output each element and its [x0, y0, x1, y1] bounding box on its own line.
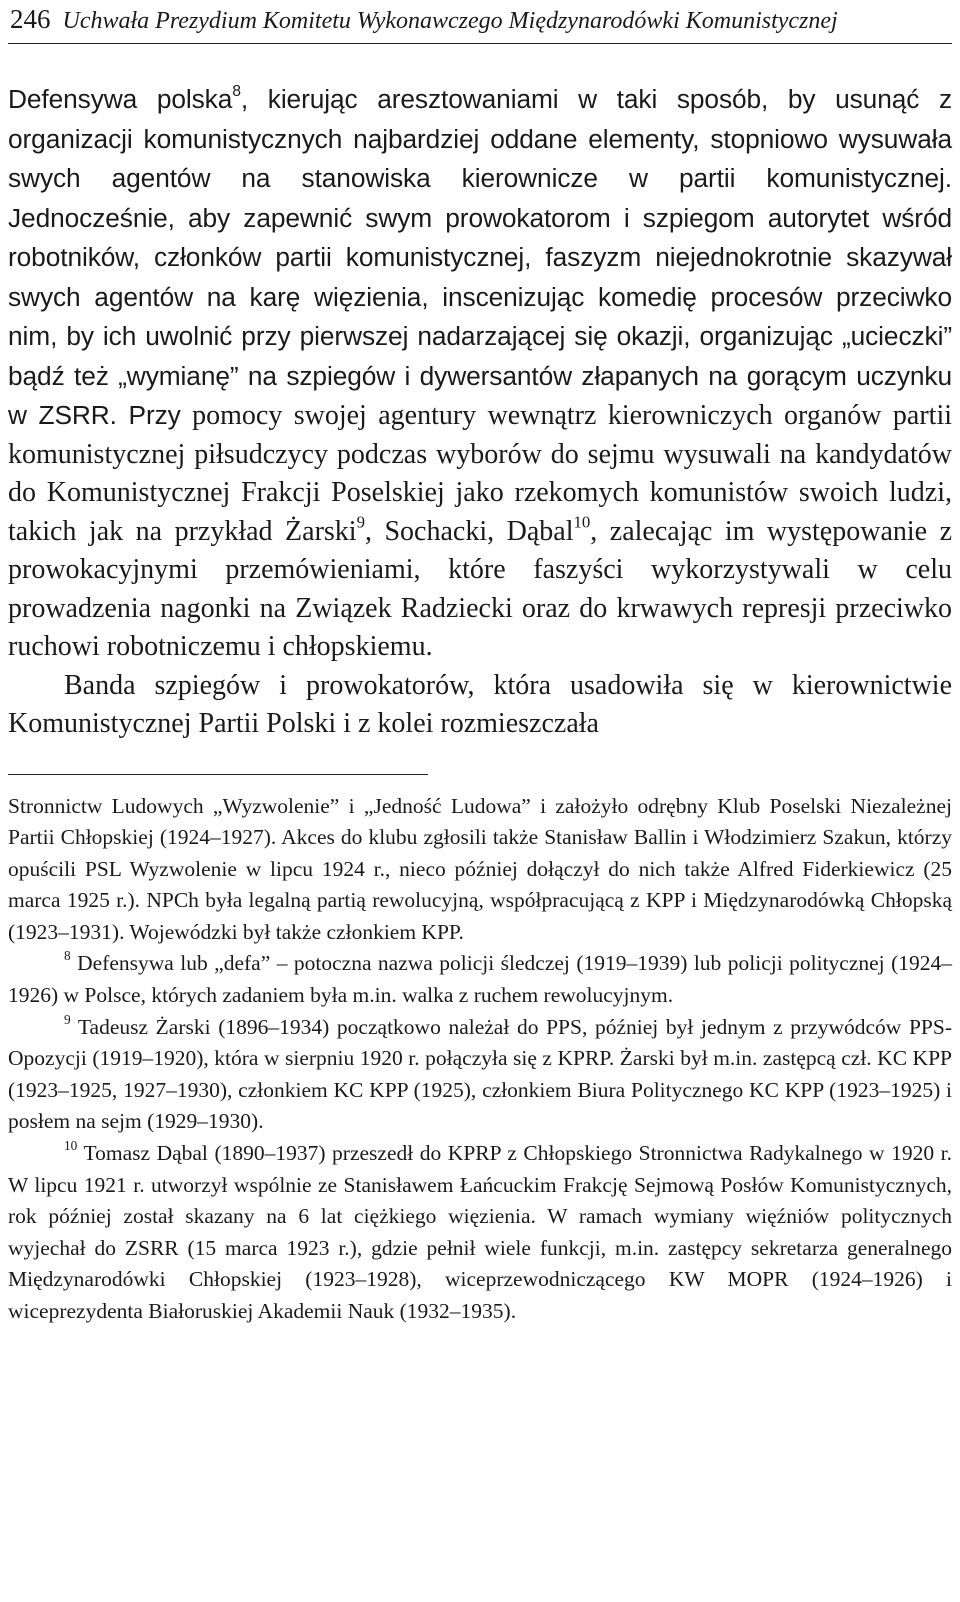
footnote-text: Tadeusz Żarski (1896–1934) początkowo należał do PPS, później był jednym z przywódców PPS-Opozycji (1919–1920), która w sierpniu 1920 r. połączyła się z KPRP. Żarski był m.in. zastępcą czł. KC KPP (1923–1925, 1927–1930), członkiem KC KPP (1925), członkiem Biura Politycznego KC KPP (1923–1925) i posłem na sejm (1929–1930). [8, 1014, 952, 1134]
footnote-number: 9 [64, 1011, 71, 1027]
paragraph-1-sans-text [8, 84, 952, 430]
footnote-10 [8, 1138, 952, 1328]
footnotes [8, 791, 952, 1328]
footnote-number: 8 [64, 948, 71, 964]
text-segment: , Sochacki, Dąbal [364, 515, 574, 547]
text-segment: pomocy swojej agentury wewnątrz kierowniczych organów partii komunistycznej piłsudczycy podczas wyborów do sejmu wysuwali na kandydatów do Komunistycznej Frakcji Poselskiej jako rzekomych komunistów swoich ludzi, takich jak na przykład Żarski [8, 400, 953, 547]
text-segment: , zalecając im występowanie z prowokacyjnymi przemówieniami, które faszyści wykorzystywali w celu prowadzenia nagonki na Związek Radziecki oraz do krwawych represji przeciwko ruchowi robotniczemu i chłopskiemu. [8, 515, 953, 662]
footnote-text: Defensywa lub „defa” – potoczna nazwa policji śledczej (1919–1939) lub policji politycznej (1924–1926) w Polsce, których zadaniem była m.in. walka z ruchem rewolucyjnym. [8, 951, 952, 1008]
footnote-ref-10: 10 [573, 511, 591, 531]
footnote-continuation: Stronnictw Ludowych „Wyzwolenie” i „Jedność Ludowa” i założyło odrębny Klub Poselski Niezależnej Partii Chłopskiej (1924–1927). Akces do klubu zgłosili także Stanisław Ballin i Włodzimierz Szakun, którzy opuścili PSL Wyzwolenie w lipcu 1924 r., nieco później dołączył do nich także Alfred Fiderkiewicz (25 marca 1925 r.). NPCh była legalną partią rewolucyjną, współpracującą z KPP i Międzynarodówką Chłopską (1923–1931). Wojewódzki był także członkiem KPP. [8, 793, 952, 944]
footnote-9 [8, 1012, 952, 1138]
running-title: Uchwała Prezydium Komitetu Wykonawczego Międzynarodówki Komunistycznej [62, 8, 838, 34]
footnote-8 [8, 948, 952, 1011]
document-page [8, 0, 952, 1328]
paragraph-2: Banda szpiegów i prowokatorów, która usadowiła się w kierownictwie Komunistycznej Partii Polski i z kolei rozmieszczała [8, 669, 952, 739]
page-number: 246 [10, 4, 51, 34]
footnote-ref-8: 8 [232, 83, 241, 101]
footnote-ref-9: 9 [356, 511, 365, 531]
text-segment: , kierując aresztowaniami w taki sposób, by usunąć z organizacji komunistycznych najbardziej oddane elementy, stopniowo wysuwała swych agentów na stanowiska kierownicze w partii komunistycznej. Jednocześnie, aby zapewnić swym prowokatorom i szpiegom autorytet wśród robotników, członków partii komunistycznej, faszyzm niejednokrotnie skazywał swych agentów na karę więzienia, inscenizując komedię procesów przeciwko nim, by ich uwolnić przy pierwszej nadarzającej się okazji, organizując „ucieczki” bądź też „wymianę” na szpiegów i dywersantów złapanych na gorącym uczynku w ZSRR. Przy [8, 84, 952, 430]
footnote-separator [8, 774, 428, 775]
page-header [8, 4, 952, 44]
footnote-text: Tomasz Dąbal (1890–1937) przeszedł do KPRP z Chłopskiego Stronnictwa Radykalnego w 1920 r. W lipcu 1921 r. utworzył wspólnie ze Stanisławem Łańcuckim Frakcję Sejmową Posłów Komunistycznych, rok później został skazany na 6 lat ciężkiego więzienia. W ramach wymiany więźniów politycznych wyjechał do ZSRR (15 marca 1923 r.), gdzie pełnił wiele funkcji, m.in. zastępcy sekretarza generalnego Międzynarodówki Chłopskiej (1923–1928), wiceprzewodniczącego KW MOPR (1924–1926) i wiceprezydenta Białoruskiej Akademii Nauk (1932–1935). [8, 1141, 952, 1323]
text-segment: Defensywa polska [8, 84, 233, 114]
paragraph-1 [8, 80, 952, 667]
main-text [8, 80, 952, 744]
footnote-number: 10 [64, 1138, 78, 1154]
